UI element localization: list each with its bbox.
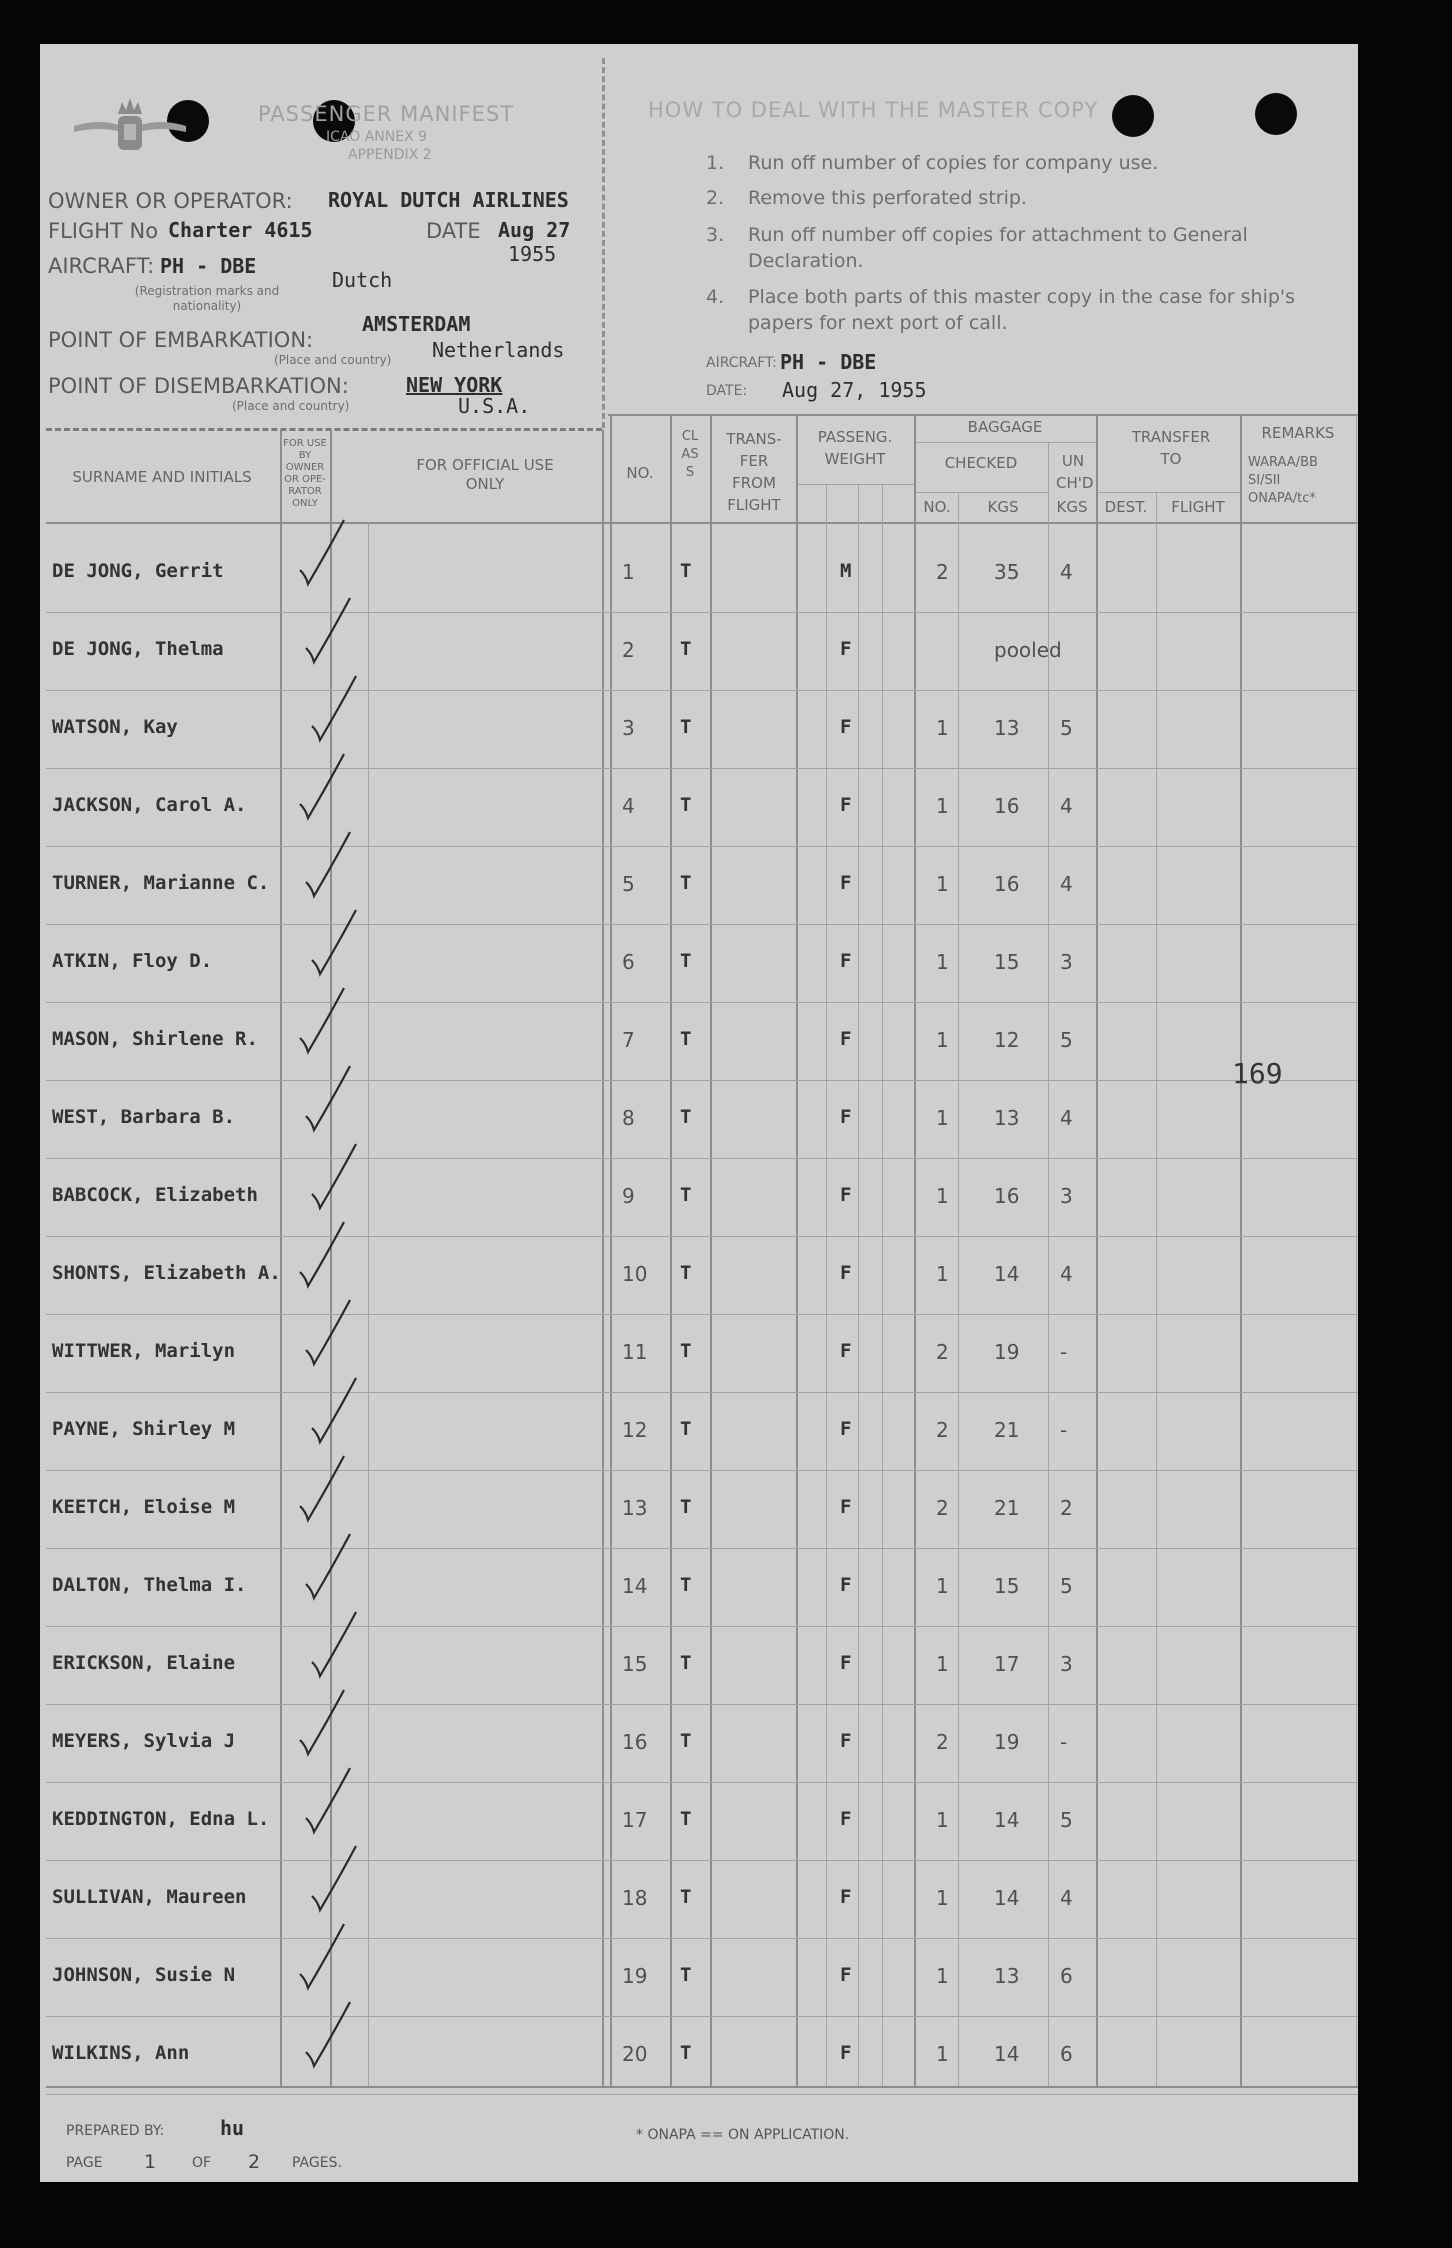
disembarkation-value: NEW YORK xyxy=(406,373,503,397)
cell-unch: - xyxy=(1060,1340,1068,1364)
icao-annex: ICAO ANNEX 9 xyxy=(326,129,428,145)
cell-weight: F xyxy=(840,2042,852,2064)
cell-name: BABCOCK, Elizabeth xyxy=(52,1184,258,1206)
cell-unch: 4 xyxy=(1060,1106,1073,1130)
check-marks xyxy=(40,44,1358,2182)
cell-bag-no: 1 xyxy=(936,1184,949,1208)
cell-weight: F xyxy=(840,1652,852,1674)
cell-no: 3 xyxy=(622,716,635,740)
cell-unch: 4 xyxy=(1060,1262,1073,1286)
cell-weight: F xyxy=(840,1418,852,1440)
cell-bag-no: 2 xyxy=(936,1730,949,1754)
cell-unch: 4 xyxy=(1060,794,1073,818)
cell-unch: 4 xyxy=(1060,1886,1073,1910)
aircraft-label: AIRCRAFT: xyxy=(48,254,155,278)
cell-no: 18 xyxy=(622,1886,648,1910)
cell-bag-no: 2 xyxy=(936,1340,949,1364)
cell-kgs: 16 xyxy=(994,794,1020,818)
prepared-by-value: hu xyxy=(220,2116,245,2140)
cell-class: T xyxy=(680,1184,692,1206)
cell-name: ATKIN, Floy D. xyxy=(52,950,213,972)
cell-bag-no: 1 xyxy=(936,1808,949,1832)
cell-no: 20 xyxy=(622,2042,648,2066)
cell-no: 14 xyxy=(622,1574,648,1598)
registration-note: (Registration marks and nationality) xyxy=(134,284,280,313)
cell-bag-no: 1 xyxy=(936,1028,949,1052)
cell-bag-no: 1 xyxy=(936,794,949,818)
prepared-by-label: PREPARED BY: xyxy=(66,2123,165,2139)
cell-weight: F xyxy=(840,1808,852,1830)
cell-weight: F xyxy=(840,1964,852,1986)
date-value: Aug 27 xyxy=(498,218,571,242)
cell-unch: 5 xyxy=(1060,1808,1073,1832)
check-mark-icon xyxy=(300,754,344,818)
onapa-note: * ONAPA == ON APPLICATION. xyxy=(636,2127,850,2143)
cell-name: WITTWER, Marilyn xyxy=(52,1340,236,1362)
cell-bag-no: 2 xyxy=(936,1496,949,1520)
cell-bag-no: 2 xyxy=(936,560,949,584)
cell-weight: F xyxy=(840,1886,852,1908)
disembarkation-label: POINT OF DISEMBARKATION: xyxy=(48,374,349,398)
instruction-number: 2. xyxy=(706,187,725,209)
cell-bag-no: 1 xyxy=(936,1652,949,1676)
cell-kgs: 19 xyxy=(994,1730,1020,1754)
cell-name: DE JONG, Thelma xyxy=(52,638,224,660)
cell-no: 19 xyxy=(622,1964,648,1988)
cell-weight: F xyxy=(840,872,852,894)
cell-no: 11 xyxy=(622,1340,648,1364)
pages-label: PAGES. xyxy=(292,2155,342,2171)
cell-kgs: 15 xyxy=(994,1574,1020,1598)
cell-no: 10 xyxy=(622,1262,648,1286)
cell-unch: - xyxy=(1060,1418,1068,1442)
cell-unch: 2 xyxy=(1060,1496,1073,1520)
cell-bag-no: 1 xyxy=(936,2042,949,2066)
cell-weight: F xyxy=(840,1496,852,1518)
col-header-dest: DEST. xyxy=(1104,498,1148,516)
col-header-class: CLASS xyxy=(681,429,699,480)
cell-bag-no: 1 xyxy=(936,872,949,896)
strip-aircraft-value: PH - DBE xyxy=(780,350,877,374)
cell-unch: 3 xyxy=(1060,1652,1073,1676)
page-number: 1 xyxy=(144,2151,157,2173)
cell-unch: 4 xyxy=(1060,872,1073,896)
cell-kgs: pooled xyxy=(994,638,1062,662)
cell-weight: F xyxy=(840,716,852,738)
cell-no: 16 xyxy=(622,1730,648,1754)
col-header-official: FOR OFFICIAL USE ONLY xyxy=(416,456,554,493)
cell-class: T xyxy=(680,1106,692,1128)
col-header-unchecked: UN CH'D xyxy=(1056,452,1094,492)
embarkation-value: AMSTERDAM xyxy=(362,312,471,336)
check-mark-icon xyxy=(300,988,344,1052)
cell-kgs: 14 xyxy=(994,2042,1020,2066)
cell-no: 2 xyxy=(622,638,635,662)
cell-name: TURNER, Marianne C. xyxy=(52,872,270,894)
manifest-title: PASSENGER MANIFEST xyxy=(258,102,515,126)
cell-name: SHONTS, Elizabeth A. xyxy=(52,1262,281,1284)
cell-weight: M xyxy=(840,560,852,582)
cell-class: T xyxy=(680,638,692,660)
cell-weight: F xyxy=(840,1262,852,1284)
check-mark-icon xyxy=(312,1144,356,1208)
cell-no: 6 xyxy=(622,950,635,974)
cell-bag-no: 1 xyxy=(936,716,949,740)
owner-label: OWNER OR OPERATOR: xyxy=(48,189,293,213)
cell-unch: 5 xyxy=(1060,1574,1073,1598)
cell-no: 15 xyxy=(622,1652,648,1676)
cell-weight: F xyxy=(840,1730,852,1752)
cell-bag-no: 2 xyxy=(936,1418,949,1442)
cell-kgs: 14 xyxy=(994,1262,1020,1286)
cell-kgs: 12 xyxy=(994,1028,1020,1052)
col-header-checked: CHECKED xyxy=(944,454,1018,472)
cell-class: T xyxy=(680,1808,692,1830)
check-mark-icon xyxy=(306,1300,350,1364)
cell-kgs: 14 xyxy=(994,1808,1020,1832)
strip-date-label: DATE: xyxy=(706,383,748,399)
flight-value: Charter 4615 xyxy=(168,218,313,242)
cell-class: T xyxy=(680,1262,692,1284)
cell-name: DALTON, Thelma I. xyxy=(52,1574,247,1596)
cell-class: T xyxy=(680,716,692,738)
place-note: (Place and country) xyxy=(274,353,392,367)
cell-unch: 5 xyxy=(1060,716,1073,740)
instruction-text: Remove this perforated strip. xyxy=(748,187,1027,209)
check-mark-icon xyxy=(306,2002,350,2066)
cell-name: ERICKSON, Elaine xyxy=(52,1652,236,1674)
cell-class: T xyxy=(680,1574,692,1596)
flight-label: FLIGHT No xyxy=(48,219,159,243)
cell-class: T xyxy=(680,1886,692,1908)
check-mark-icon xyxy=(312,1378,356,1442)
cell-unch: 3 xyxy=(1060,950,1073,974)
cell-kgs: 21 xyxy=(994,1496,1020,1520)
cell-weight: F xyxy=(840,950,852,972)
cell-kgs: 15 xyxy=(994,950,1020,974)
cell-bag-no: 1 xyxy=(936,1106,949,1130)
cell-unch: 3 xyxy=(1060,1184,1073,1208)
cell-weight: F xyxy=(840,1028,852,1050)
cell-bag-no: 1 xyxy=(936,950,949,974)
cell-no: 12 xyxy=(622,1418,648,1442)
instruction-text-cont: papers for next port of call. xyxy=(748,312,1008,334)
instruction-text: Place both parts of this master copy in the case for ship's xyxy=(748,286,1296,308)
cell-kgs: 13 xyxy=(994,1106,1020,1130)
cell-class: T xyxy=(680,1652,692,1674)
cell-unch: 4 xyxy=(1060,560,1073,584)
cell-kgs: 17 xyxy=(994,1652,1020,1676)
check-mark-icon xyxy=(312,910,356,974)
manifest-sheet xyxy=(40,44,1358,2182)
cell-class: T xyxy=(680,872,692,894)
cell-no: 17 xyxy=(622,1808,648,1832)
instruction-text: Run off number off copies for attachment to General xyxy=(748,224,1248,246)
col-header-kgs: KGS xyxy=(987,498,1019,516)
cell-kgs: 13 xyxy=(994,716,1020,740)
check-mark-icon xyxy=(300,1456,344,1520)
cell-name: WATSON, Kay xyxy=(52,716,178,738)
cell-no: 9 xyxy=(622,1184,635,1208)
cell-kgs: 19 xyxy=(994,1340,1020,1364)
cell-kgs: 35 xyxy=(994,560,1020,584)
cell-name: DE JONG, Gerrit xyxy=(52,560,224,582)
instruction-text: Run off number of copies for company use. xyxy=(748,152,1159,174)
cell-class: T xyxy=(680,1340,692,1362)
instructions-title: HOW TO DEAL WITH THE MASTER COPY xyxy=(648,98,1099,122)
cell-name: SULLIVAN, Maureen xyxy=(52,1886,247,1908)
cell-name: JACKSON, Carol A. xyxy=(52,794,247,816)
aircraft-nationality: Dutch xyxy=(332,268,393,292)
check-mark-icon xyxy=(300,1222,344,1286)
cell-class: T xyxy=(680,950,692,972)
margin-annotation: 169 xyxy=(1232,1057,1283,1090)
embarkation-country: Netherlands xyxy=(432,338,565,362)
check-mark-icon xyxy=(300,520,344,584)
cell-unch: 6 xyxy=(1060,1964,1073,1988)
cell-weight: F xyxy=(840,1106,852,1128)
cell-kgs: 16 xyxy=(994,1184,1020,1208)
col-header-flight: FLIGHT xyxy=(1171,498,1225,516)
cell-weight: F xyxy=(840,638,852,660)
cell-class: T xyxy=(680,560,692,582)
cell-weight: F xyxy=(840,1574,852,1596)
aircraft-value: PH - DBE xyxy=(160,254,257,278)
cell-class: T xyxy=(680,2042,692,2064)
cell-bag-no: 1 xyxy=(936,1964,949,1988)
strip-aircraft-label: AIRCRAFT: xyxy=(706,355,777,371)
col-header-owner-use: FOR USE BY OWNER OR OPE-RATOR ONLY xyxy=(283,438,327,509)
check-mark-icon xyxy=(300,1690,344,1754)
cell-name: MASON, Shirlene R. xyxy=(52,1028,258,1050)
check-mark-icon xyxy=(312,1846,356,1910)
cell-class: T xyxy=(680,1028,692,1050)
page-label: PAGE xyxy=(66,2155,103,2171)
cell-kgs: 14 xyxy=(994,1886,1020,1910)
check-mark-icon xyxy=(312,676,356,740)
check-mark-icon xyxy=(306,598,350,662)
cell-no: 13 xyxy=(622,1496,648,1520)
cell-class: T xyxy=(680,1418,692,1440)
date-label: DATE xyxy=(426,219,481,243)
cell-weight: F xyxy=(840,794,852,816)
date-year: 1955 xyxy=(508,242,557,266)
instruction-number: 4. xyxy=(706,286,725,308)
cell-kgs: 21 xyxy=(994,1418,1020,1442)
cell-name: KEDDINGTON, Edna L. xyxy=(52,1808,270,1830)
strip-date-value: Aug 27, 1955 xyxy=(782,378,927,402)
cell-class: T xyxy=(680,1964,692,1986)
col-header-remarks: REMARKS xyxy=(1261,424,1335,442)
cell-name: MEYERS, Sylvia J xyxy=(52,1730,236,1752)
col-header-transfer-from: TRANS-FER FROM FLIGHT xyxy=(726,430,782,514)
cell-no: 4 xyxy=(622,794,635,818)
owner-value: ROYAL DUTCH AIRLINES xyxy=(328,188,569,212)
cell-no: 5 xyxy=(622,872,635,896)
cell-unch: - xyxy=(1060,1730,1068,1754)
check-mark-icon xyxy=(312,1612,356,1676)
check-mark-icon xyxy=(306,1066,350,1130)
cell-weight: F xyxy=(840,1340,852,1362)
cell-no: 7 xyxy=(622,1028,635,1052)
col-header-surname: SURNAME AND INITIALS xyxy=(72,468,252,486)
cell-class: T xyxy=(680,1730,692,1752)
cell-name: PAYNE, Shirley M xyxy=(52,1418,236,1440)
cell-class: T xyxy=(680,1496,692,1518)
cell-name: JOHNSON, Susie N xyxy=(52,1964,236,1986)
cell-name: WILKINS, Ann xyxy=(52,2042,190,2064)
col-header-transfer-to: TRANSFER TO xyxy=(1131,428,1211,468)
cell-bag-no: 1 xyxy=(936,1262,949,1286)
cell-unch: 5 xyxy=(1060,1028,1073,1052)
cell-bag-no: 1 xyxy=(936,1574,949,1598)
appendix: APPENDIX 2 xyxy=(348,147,432,163)
cell-bag-no: 1 xyxy=(936,1886,949,1910)
embarkation-label: POINT OF EMBARKATION: xyxy=(48,328,314,352)
of-label: OF xyxy=(192,2155,212,2171)
col-header-weight: PASSENG. WEIGHT xyxy=(817,428,893,468)
instruction-text-cont: Declaration. xyxy=(748,250,864,272)
col-header-remarks-sub: WARAA/BB SI/SII ONAPA/tc* xyxy=(1248,455,1318,506)
check-mark-icon xyxy=(306,1534,350,1598)
place-note-2: (Place and country) xyxy=(232,399,350,413)
cell-class: T xyxy=(680,794,692,816)
cell-name: WEST, Barbara B. xyxy=(52,1106,236,1128)
cell-weight: F xyxy=(840,1184,852,1206)
check-mark-icon xyxy=(300,1924,344,1988)
cell-kgs: 13 xyxy=(994,1964,1020,1988)
page-total: 2 xyxy=(248,2151,261,2173)
col-header-kgs-unchecked: KGS xyxy=(1056,498,1088,516)
cell-no: 1 xyxy=(622,560,635,584)
instruction-number: 3. xyxy=(706,224,725,246)
cell-unch: 6 xyxy=(1060,2042,1073,2066)
cell-no: 8 xyxy=(622,1106,635,1130)
col-header-baggage: BAGGAGE xyxy=(967,418,1043,436)
check-mark-icon xyxy=(306,832,350,896)
col-header-bag-no: NO. xyxy=(923,498,951,516)
cell-kgs: 16 xyxy=(994,872,1020,896)
instruction-number: 1. xyxy=(706,152,725,174)
col-header-no: NO. xyxy=(626,464,654,482)
cell-name: KEETCH, Eloise M xyxy=(52,1496,236,1518)
check-mark-icon xyxy=(306,1768,350,1832)
disembarkation-country: U.S.A. xyxy=(458,394,531,418)
